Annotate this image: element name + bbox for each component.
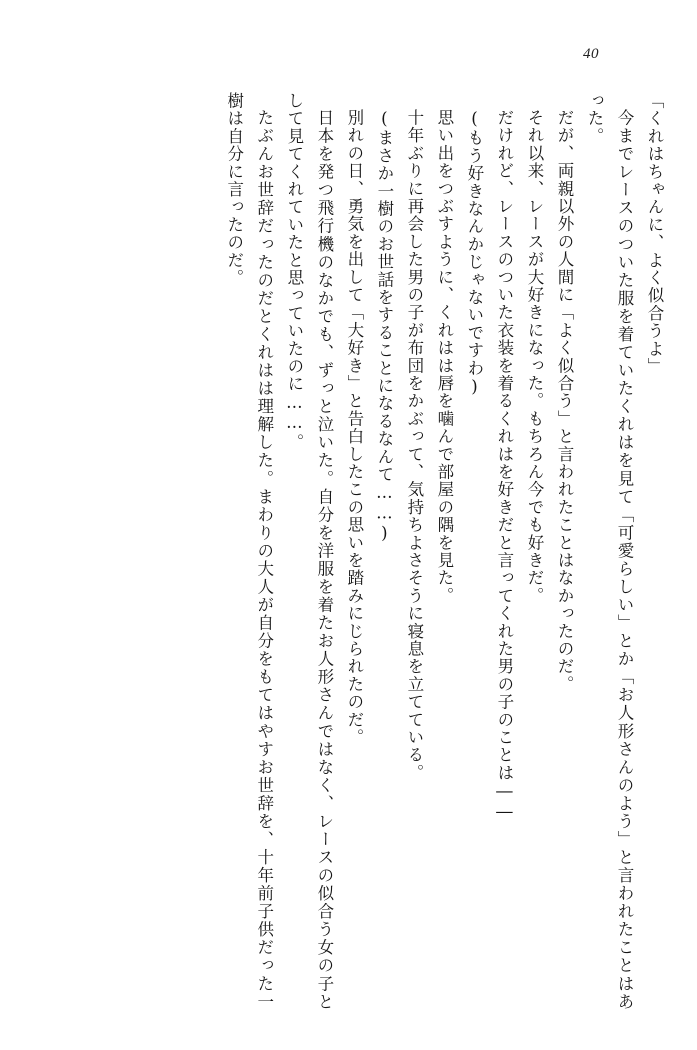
body-text: [28, 92, 669, 1010]
paragraph: 「くれはちゃんに、よく似合うよ」: [645, 92, 664, 376]
page-number: 40: [583, 46, 599, 62]
paragraph: たぶんお世辞だったのだとくれはは理解した。まわりの大人が自分をもてはやすお世辞を、十年前子供だった一樹は自分に言ったのだ。: [224, 92, 274, 1010]
paragraph: 別れの日、勇気を出して「大好き」と告白したこの思いを踏みにじられたのだ。: [344, 108, 364, 746]
paragraph: だが、両親以外の人間に「よく似合う」と言われたことはなかったのだ。: [554, 108, 574, 693]
paragraph: 十年ぶりに再会した男の子が布団をかぶって、気持ちよさそうに寝息を立てている。: [404, 108, 424, 782]
paragraph: 思い出をつぶすように、くれはは唇を噛んで部屋の隅を見た。: [434, 108, 454, 605]
paragraph: 今までレースのついた服を着ていたくれはを見て「可愛らしい」とか「お人形さんのよう」と言われたことはあった。: [584, 92, 634, 1010]
paragraph: (まさか一樹のお世話をすることになるなんて……): [374, 108, 394, 544]
paragraph: (もう好きなんかじゃないですわ): [464, 108, 484, 397]
paragraph: それ以来、レースが大好きになった。もちろん今でも好きだ。: [524, 108, 544, 605]
paragraph: 日本を発つ飛行機のなかでも、ずっと泣いた。自分を洋服を着たお人形さんではなく、レースの似合う女の子として見てくれていたと思っていたのに……。: [284, 92, 334, 1010]
paragraph: だけれど、レースのついた衣装を着るくれはを好きだと言ってくれた男の子のことは――: [494, 108, 514, 822]
